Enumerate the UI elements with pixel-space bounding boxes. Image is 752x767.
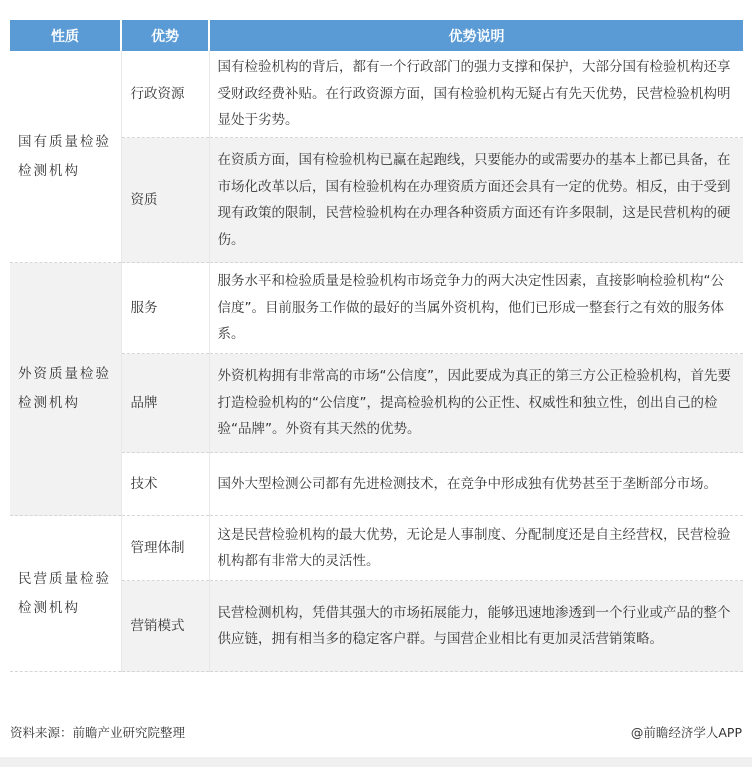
footer — [10, 720, 742, 742]
category-cell-state-owned: 国有质量检验检测机构 — [10, 51, 121, 263]
advantage-cell: 行政资源 — [121, 51, 209, 138]
header-advantage-description: 优势说明 — [209, 20, 743, 51]
advantage-cell: 服务 — [121, 263, 209, 354]
advantage-table — [10, 20, 743, 672]
advantage-cell: 品牌 — [121, 354, 209, 453]
category-cell-foreign: 外资质量检验检测机构 — [10, 263, 121, 516]
advantage-cell: 管理体制 — [121, 516, 209, 581]
table-row — [10, 51, 743, 138]
description-cell: 外资机构拥有非常高的市场“公信度”，因此要成为真正的第三方公正检验机构，首先要打造检验机构的“公信度”，提高检验机构的公正性、权威性和独立性，创出自己的检验“品牌”。外资有其天然的优势。 — [209, 354, 743, 453]
table-row — [10, 263, 743, 354]
comparison-table-container — [10, 20, 743, 672]
description-cell: 国有检验机构的背后，都有一个行政部门的强力支撑和保护，大部分国有检验机构还享受财政经费补贴。在行政资源方面，国有检验机构无疑占有先天优势，民营检验机构明显处于劣势。 — [209, 51, 743, 138]
table-header-row — [10, 20, 743, 51]
description-cell: 服务水平和检验质量是检验机构市场竞争力的两大决定性因素，直接影响检验机构“公信度”。目前服务工作做的最好的当属外资机构，他们已形成一整套行之有效的服务体系。 — [209, 263, 743, 354]
table-row — [10, 516, 743, 581]
header-nature: 性质 — [10, 20, 121, 51]
description-cell: 在资质方面，国有检验机构已赢在起跑线，只要能办的或需要办的基本上都已具备，在市场化改革以后，国有检验机构在办理资质方面还会具有一定的优势。相反，由于受到现有政策的限制，民营检验机构在办理各种资质方面还有许多限制，这是民营机构的硬伤。 — [209, 138, 743, 263]
description-cell: 民营检测机构，凭借其强大的市场拓展能力，能够迅速地渗透到一个行业或产品的整个供应链，拥有相当多的稳定客户群。与国营企业相比有更加灵活营销策略。 — [209, 581, 743, 672]
category-cell-private: 民营质量检验检测机构 — [10, 516, 121, 672]
description-cell: 这是民营检验机构的最大优势，无论是人事制度、分配制度还是自主经营权，民营检验机构都有非常大的灵活性。 — [209, 516, 743, 581]
bottom-divider — [0, 757, 752, 767]
advantage-cell: 资质 — [121, 138, 209, 263]
description-cell: 国外大型检测公司都有先进检测技术，在竞争中形成独有优势甚至于垄断部分市场。 — [209, 453, 743, 516]
brand-credit: @前瞻经济学人APP — [630, 725, 742, 740]
advantage-cell: 营销模式 — [121, 581, 209, 672]
advantage-cell: 技术 — [121, 453, 209, 516]
source-note: 资料来源：前瞻产业研究院整理 — [10, 725, 186, 740]
header-advantage: 优势 — [121, 20, 209, 51]
